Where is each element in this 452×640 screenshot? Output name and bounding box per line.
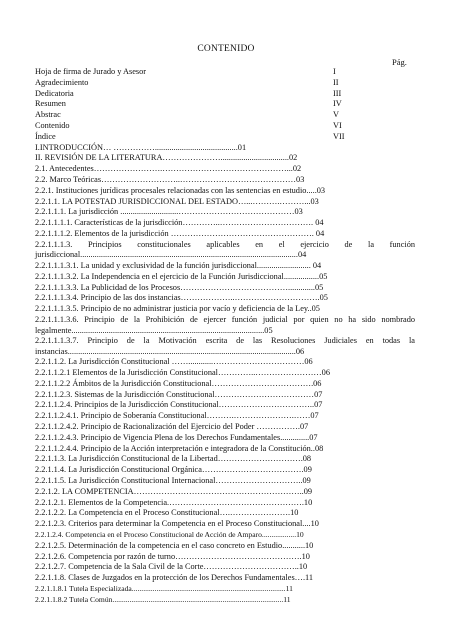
toc-entry: 2.2.1.1.8. Clases de Juzgados en la protección de los Derechos Fundamentales….11 <box>35 573 314 583</box>
toc-entry: 2.2.1.2.6. Competencia por razón de turno……………………………………….10 <box>35 551 310 561</box>
toc-entry-page: V <box>333 110 339 120</box>
toc-entry: 2.2.1.1.8.2 Tutela Común..........................................................................................11 <box>35 594 291 604</box>
toc-entry: 2.2.1.1.2. La Jurisdicción Constitucional ……............……………………………06 <box>35 357 313 367</box>
toc-entry-page: II <box>333 77 339 87</box>
table-of-contents <box>35 67 415 606</box>
toc-entry: 2.2.1.1.2.4.2. Principio de Racionalización del Ejercicio del Poder …………….07 <box>35 422 309 432</box>
toc-front-entry <box>35 67 415 78</box>
toc-entry: 2.2.1.1.2.3. Sistemas de la Jurisdicción Constitucional………………………………07 <box>35 389 323 399</box>
toc-entry: 2.2.1.1.4. La Jurisdicción Constitucional Orgánica……………………………….09 <box>35 465 312 475</box>
toc-entry: 2.2.1.1.1.3.4. Principio de las dos instancias………………..………………………….05 <box>35 293 328 303</box>
toc-entry: 2.2.1.1.1.3.3. La Publicidad de los Procesos………………………………….............05 <box>35 282 324 292</box>
toc-entry: 2.2.1.1.8.1 Tutela Especializada.................................................................................11 <box>35 584 293 594</box>
toc-entry-page: I <box>333 67 336 76</box>
page-title: CONTENIDO <box>197 44 255 54</box>
toc-entry-page: VII <box>333 131 345 141</box>
toc-entry: 2.2.1.2.5. Determinación de la competencia en el caso concreto en Estudio...........10 <box>35 540 314 550</box>
toc-entry: 2.2.1.1.2.1 Elementos de la Jurisdicción Constitucional…………..……………………06 <box>35 368 330 378</box>
toc-front-entry <box>35 99 415 110</box>
toc-entry: 2.2.1.1.1.2. Elementos de la jurisdicción ……………………………………………. 04 <box>35 228 325 238</box>
toc-entry: 2.2.1.1.1.3.6. Principio de la Prohibición de ejercer función judicial por quien no ha sido nombrado legalmente.............................................................................................05 <box>35 314 415 335</box>
toc-entry: 2.2.1.1.1.1. Características de la jurisdicción…………..……………………………. 04 <box>35 218 324 228</box>
toc-entry: 2.2.1.2. LA COMPETENCIA……………………………………………………..09 <box>35 486 313 496</box>
toc-entry-label: Contenido <box>35 120 70 130</box>
toc-entry: 2.2.1.1.2.4.4. Principio de la Acción interpretación e integradora de la Constitución..08 <box>35 443 324 453</box>
toc-entry: 2.2.1.2.1. Elementos de la Competencia.………………………………………….10 <box>35 497 313 507</box>
toc-entry: 2.2.1.1.2.4.3. Principio de Vigencia Plena de los Derechos Fundamentales..............07 <box>35 432 318 442</box>
toc-entry: 2.2.1.1.1.3.1. La unidad y exclusividad de la función jurisdiccional.......................... 04 <box>35 260 322 270</box>
toc-entry-label: Dedicatoria <box>35 88 74 98</box>
toc-entry: 2.2.1.1.1.3.7. Principio de la Motivación escrita de las Resoluciones Judiciales en todas la instancias..............................................................................................................06 <box>35 336 415 356</box>
toc-entry: 2.2.1. Instituciones jurídicas procesales relacionadas con las sentencias en estudio.....03 <box>35 185 326 195</box>
toc-entry: 2.1. Antecedentes…………………….………………………………………...02 <box>35 164 302 174</box>
toc-front-entry <box>35 121 415 132</box>
toc-entry: 2.2.1.2.2. La Competencia en el Proceso Constitucional….………………….10 <box>35 508 299 518</box>
toc-entry: 2.2.1.1.3. La Jurisdicción Constitucional de la Libertad………………………….08 <box>35 454 312 464</box>
toc-entry: 2.2.1.2.4. Competencia en el Proceso Constitucional de Acción de Amparo..................10 <box>35 530 304 540</box>
toc-entry: 2.2.1.1.5. La Jurisdicción Constitucional Internacional…………………………..09 <box>35 476 311 486</box>
toc-entry: 2.2.1.2.3. Criterios para determinar la Competencia en el Proceso Constitucional....10 <box>35 519 319 529</box>
toc-front-entry <box>35 132 415 143</box>
toc-entry: 2.2.1.1. LA POTESTAD JURISDICCIONAL DEL ESTADO…...……….………...03 <box>35 196 319 206</box>
toc-entry: 2.2.1.1.2.4. Principios de la Jurisdicción Constitucional……………………………..07 <box>35 400 323 410</box>
page-column-label: Pág. <box>392 57 407 67</box>
toc-entry: II. REVISIÓN DE LA LITERATURA………………….................................02 <box>35 153 298 163</box>
toc-entry-label: Abstrac <box>35 110 61 120</box>
toc-entry: 2.2.1.1.2.2 Ámbitos de la Jurisdicción Constitucional……………………………….06 <box>35 378 322 388</box>
toc-entry: 2.2.1.1.1. La jurisdicción ............................……………………………………03 <box>35 207 303 217</box>
toc-entry: 2.2.1.1.1.3.5. Principio de no administrar justicia por vacío y deficiencia de la Ley..05 <box>35 304 320 314</box>
toc-entry-page: III <box>333 88 342 98</box>
toc-front-entry <box>35 110 415 121</box>
toc-front-entry <box>35 89 415 100</box>
toc-entry-label: Hoja de firma de Jurado y Asesor <box>35 67 147 76</box>
toc-entry-label: Agradecimiento <box>35 77 89 87</box>
toc-entry: 2.2.1.2.7. Competencia de la Sala Civil de la Corte……………………………..10 <box>35 562 308 572</box>
toc-entry: I.INTRODUCCIÓN… ……………........................................01 <box>35 142 247 152</box>
toc-entry-page: VI <box>333 120 342 130</box>
toc-entry-label: Índice <box>35 131 56 141</box>
toc-entry-label: Resumen <box>35 99 66 109</box>
toc-entry: 2.2.1.1.1.3. Principios constitucionales aplicables en el ejercicio de la función jurisdiccional.........................................................................................................04 <box>35 239 415 260</box>
toc-front-entry <box>35 78 415 89</box>
toc-entry: 2.2.1.1.2.4.1. Principio de Soberanía Constitucional……….………………….……07 <box>35 411 319 421</box>
toc-entry-page: IV <box>333 99 342 109</box>
toc-entry: 2.2. Marco Teóricas………………………..……………………………………03 <box>35 174 305 184</box>
toc-entry: 2.2.1.1.1.3.2. La Independencia en el ejercicio de la Función Jurisdiccional.................05 <box>35 271 328 281</box>
